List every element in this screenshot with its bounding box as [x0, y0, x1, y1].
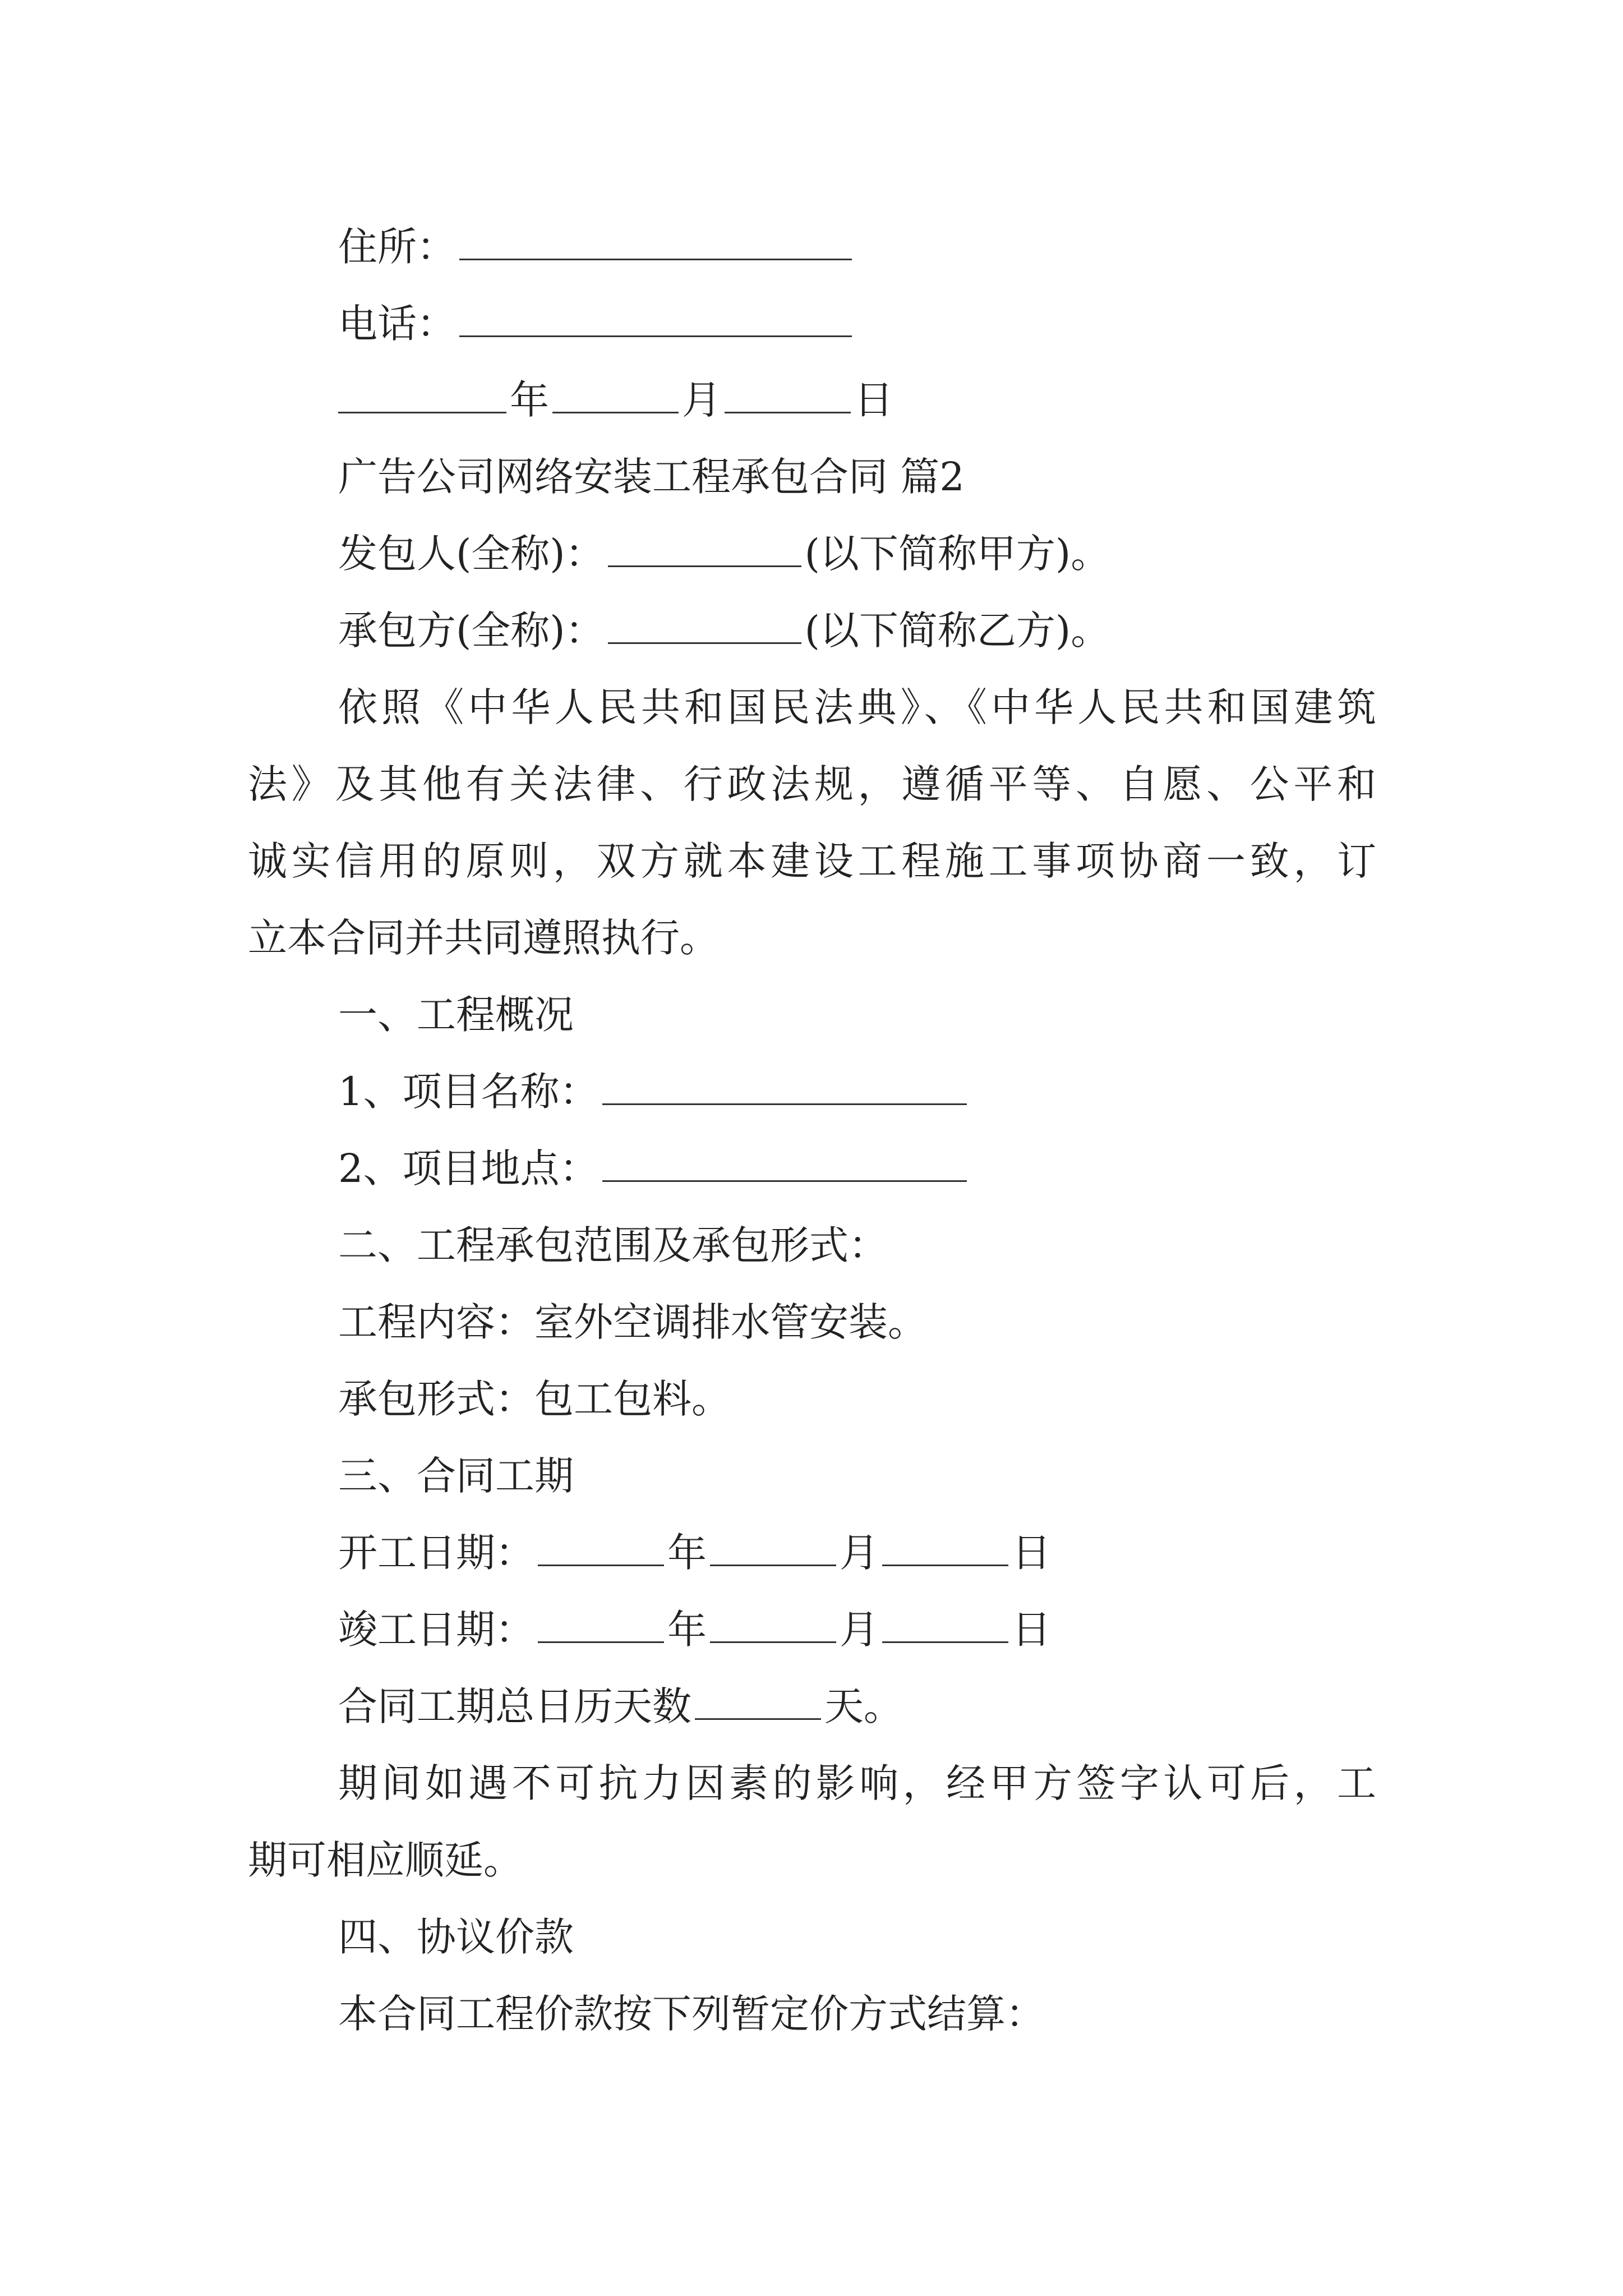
basis-paragraph-line-3 — [0, 836, 1623, 886]
finish-month-label: 月 — [840, 1607, 879, 1653]
project-name-label: 1、项目名称： — [338, 1069, 599, 1115]
basis-text-3: 诚实信用的原则，双方就本建设工程施工事项协商一致，订 — [248, 838, 1376, 884]
contract-form-line: 承包形式：包工包料。 — [338, 1376, 731, 1422]
start-year-blank[interactable] — [538, 1531, 664, 1566]
force-majeure-line-2: 期可相应顺延。 — [248, 1837, 523, 1883]
contractor-line — [0, 605, 1623, 656]
project-name-line — [0, 1066, 1623, 1117]
contractor-blank[interactable] — [608, 609, 801, 644]
total-days-line — [0, 1681, 1623, 1732]
finish-day-label: 日 — [1012, 1607, 1051, 1653]
start-date-line — [0, 1527, 1623, 1578]
signing-date-line — [0, 375, 1623, 425]
section-4-heading: 四、协议价款 — [338, 1914, 574, 1960]
section-3-heading: 三、合同工期 — [338, 1453, 574, 1499]
finish-year-label: 年 — [667, 1607, 707, 1653]
start-month-blank[interactable] — [710, 1531, 836, 1566]
finish-date-line — [0, 1604, 1623, 1655]
finish-month-blank[interactable] — [710, 1608, 836, 1643]
employer-label: 发包人(全称)： — [338, 531, 605, 577]
phone-line — [0, 298, 1623, 349]
basis-paragraph-line-2 — [0, 759, 1623, 809]
finish-date-label: 竣工日期： — [338, 1607, 534, 1653]
month-label: 月 — [682, 377, 721, 423]
work-content-line: 工程内容：室外空调排水管安装。 — [338, 1299, 927, 1345]
finish-year-blank[interactable] — [538, 1608, 664, 1643]
total-days-label: 合同工期总日历天数 — [338, 1683, 691, 1729]
year-blank[interactable] — [338, 378, 506, 413]
project-location-blank[interactable] — [602, 1147, 967, 1182]
start-day-blank[interactable] — [882, 1531, 1008, 1566]
start-date-label: 开工日期： — [338, 1530, 534, 1576]
basis-text-2: 法》及其他有关法律、行政法规，遵循平等、自愿、公平和 — [248, 761, 1376, 807]
price-method-line: 本合同工程价款按下列暂定价方式结算： — [338, 1991, 1045, 2037]
address-blank[interactable] — [459, 225, 852, 260]
day-blank[interactable] — [725, 378, 851, 413]
month-blank[interactable] — [552, 378, 679, 413]
employer-line — [0, 528, 1623, 579]
start-year-label: 年 — [667, 1530, 707, 1576]
project-name-blank[interactable] — [602, 1070, 967, 1105]
phone-blank[interactable] — [459, 302, 852, 337]
contractor-label: 承包方(全称)： — [338, 608, 605, 654]
basis-text-1: 依照《中华人民共和国民法典》、《中华人民共和国建筑 — [338, 684, 1376, 730]
contractor-suffix: (以下简称乙方)。 — [804, 608, 1110, 654]
basis-paragraph-line-1 — [0, 682, 1623, 733]
force-majeure-text-1: 期间如遇不可抗力因素的影响，经甲方签字认可后，工 — [338, 1760, 1376, 1806]
employer-blank[interactable] — [608, 532, 801, 567]
finish-day-blank[interactable] — [882, 1608, 1008, 1643]
start-day-label: 日 — [1012, 1530, 1051, 1576]
address-line — [0, 222, 1623, 272]
year-label: 年 — [510, 377, 549, 423]
contract-title: 广告公司网络安装工程承包合同 篇2 — [338, 454, 965, 500]
day-label: 日 — [854, 377, 893, 423]
total-days-blank[interactable] — [695, 1685, 821, 1720]
basis-paragraph-line-4: 立本合同并共同遵照执行。 — [248, 915, 719, 961]
start-month-label: 月 — [840, 1530, 879, 1576]
project-location-label: 2、项目地点： — [338, 1145, 599, 1191]
section-2-heading: 二、工程承包范围及承包形式： — [338, 1222, 888, 1268]
section-1-heading: 一、工程概况 — [338, 992, 574, 1038]
employer-suffix: (以下简称甲方)。 — [804, 531, 1110, 577]
project-location-line — [0, 1143, 1623, 1194]
phone-label: 电话： — [338, 301, 456, 347]
total-days-unit: 天。 — [824, 1683, 903, 1729]
force-majeure-line-1 — [0, 1758, 1623, 1809]
address-label: 住所： — [338, 224, 456, 270]
